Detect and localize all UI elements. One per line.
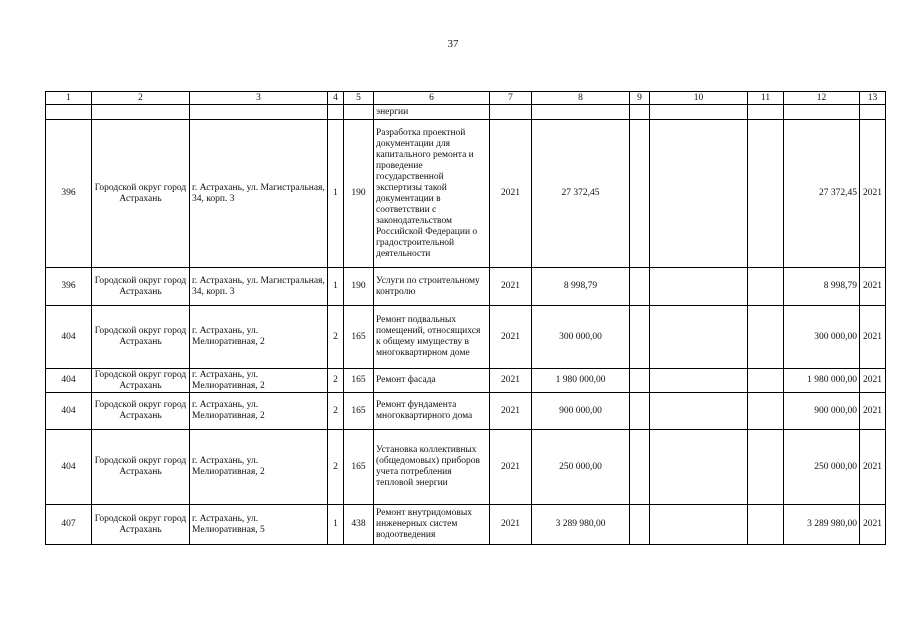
municipality-cell: Городской округ город Астрахань bbox=[92, 369, 190, 393]
table-row bbox=[46, 430, 886, 505]
municipality-cell: Городской округ город Астрахань bbox=[92, 505, 190, 545]
amount-cell: 3 289 980,00 bbox=[532, 505, 630, 545]
col10-cell bbox=[650, 306, 748, 369]
header-cell: 8 bbox=[532, 92, 630, 105]
col5-cell: 165 bbox=[344, 369, 374, 393]
row-number: 404 bbox=[46, 369, 92, 393]
total-cell: 900 000,00 bbox=[784, 393, 860, 430]
col5-cell: 165 bbox=[344, 306, 374, 369]
address-cell: г. Астрахань, ул. Мелиоративная, 5 bbox=[190, 505, 328, 545]
page-number: 37 bbox=[447, 38, 459, 50]
row-number: 407 bbox=[46, 505, 92, 545]
col5-cell: 165 bbox=[344, 393, 374, 430]
col10-cell bbox=[650, 430, 748, 505]
table-row bbox=[46, 306, 886, 369]
header-cell: 6 bbox=[374, 92, 490, 105]
year-end-cell: 2021 bbox=[860, 393, 886, 430]
col4-cell: 2 bbox=[328, 430, 344, 505]
work-type-cell: Услуги по строительному контролю bbox=[374, 268, 490, 306]
year-cell: 2021 bbox=[490, 306, 532, 369]
table-row bbox=[46, 393, 886, 430]
year-cell: 2021 bbox=[490, 268, 532, 306]
table-row bbox=[46, 268, 886, 306]
col10-cell bbox=[650, 505, 748, 545]
amount-cell: 8 998,79 bbox=[532, 268, 630, 306]
address-cell: г. Астрахань, ул. Мелиоративная, 2 bbox=[190, 393, 328, 430]
amount-cell: 300 000,00 bbox=[532, 306, 630, 369]
row-number: 404 bbox=[46, 430, 92, 505]
continuation-text: энергии bbox=[374, 105, 490, 120]
empty-cell bbox=[328, 105, 344, 120]
year-end-cell: 2021 bbox=[860, 120, 886, 268]
amount-cell: 1 980 000,00 bbox=[532, 369, 630, 393]
col10-cell bbox=[650, 369, 748, 393]
empty-cell bbox=[650, 105, 748, 120]
continuation-row bbox=[46, 105, 886, 120]
col4-cell: 2 bbox=[328, 369, 344, 393]
col10-cell bbox=[650, 120, 748, 268]
col4-cell: 2 bbox=[328, 393, 344, 430]
year-cell: 2021 bbox=[490, 393, 532, 430]
empty-cell bbox=[748, 105, 784, 120]
empty-cell bbox=[190, 105, 328, 120]
work-type-cell: Ремонт фундамента многоквартирного дома bbox=[374, 393, 490, 430]
total-cell: 1 980 000,00 bbox=[784, 369, 860, 393]
col10-cell bbox=[650, 393, 748, 430]
empty-cell bbox=[630, 105, 650, 120]
col9-cell bbox=[630, 430, 650, 505]
table-row bbox=[46, 120, 886, 268]
header-cell: 9 bbox=[630, 92, 650, 105]
col5-cell: 438 bbox=[344, 505, 374, 545]
year-cell: 2021 bbox=[490, 430, 532, 505]
col4-cell: 2 bbox=[328, 306, 344, 369]
empty-cell bbox=[92, 105, 190, 120]
work-type-cell: Ремонт подвальных помещений, относящихся к общему имуществу в многоквартирном доме bbox=[374, 306, 490, 369]
header-cell: 13 bbox=[860, 92, 886, 105]
address-cell: г. Астрахань, ул. Магистральная, 34, корп. 3 bbox=[190, 120, 328, 268]
year-end-cell: 2021 bbox=[860, 306, 886, 369]
total-cell: 300 000,00 bbox=[784, 306, 860, 369]
header-cell: 7 bbox=[490, 92, 532, 105]
col11-cell bbox=[748, 393, 784, 430]
amount-cell: 27 372,45 bbox=[532, 120, 630, 268]
col9-cell bbox=[630, 268, 650, 306]
year-end-cell: 2021 bbox=[860, 369, 886, 393]
empty-cell bbox=[860, 105, 886, 120]
col11-cell bbox=[748, 306, 784, 369]
empty-cell bbox=[490, 105, 532, 120]
total-cell: 27 372,45 bbox=[784, 120, 860, 268]
col5-cell: 190 bbox=[344, 268, 374, 306]
col9-cell bbox=[630, 505, 650, 545]
col9-cell bbox=[630, 306, 650, 369]
year-cell: 2021 bbox=[490, 120, 532, 268]
col4-cell: 1 bbox=[328, 505, 344, 545]
municipality-cell: Городской округ город Астрахань bbox=[92, 430, 190, 505]
work-type-cell: Ремонт внутридомовых инженерных систем водоотведения bbox=[374, 505, 490, 545]
table-row bbox=[46, 505, 886, 545]
year-end-cell: 2021 bbox=[860, 505, 886, 545]
total-cell: 250 000,00 bbox=[784, 430, 860, 505]
row-number: 404 bbox=[46, 306, 92, 369]
address-cell: г. Астрахань, ул. Мелиоративная, 2 bbox=[190, 306, 328, 369]
header-cell: 5 bbox=[344, 92, 374, 105]
col10-cell bbox=[650, 268, 748, 306]
work-type-cell: Разработка проектной документации для капитального ремонта и проведение государственной экспертизы такой документации в соответствии с законодательством Российской Федерации о градостроительной деятельности bbox=[374, 120, 490, 268]
col11-cell bbox=[748, 369, 784, 393]
year-end-cell: 2021 bbox=[860, 430, 886, 505]
col11-cell bbox=[748, 430, 784, 505]
empty-cell bbox=[344, 105, 374, 120]
repair-program-table bbox=[45, 91, 886, 545]
amount-cell: 250 000,00 bbox=[532, 430, 630, 505]
municipality-cell: Городской округ город Астрахань bbox=[92, 268, 190, 306]
row-number: 396 bbox=[46, 268, 92, 306]
col11-cell bbox=[748, 505, 784, 545]
year-end-cell: 2021 bbox=[860, 268, 886, 306]
row-number: 404 bbox=[46, 393, 92, 430]
col11-cell bbox=[748, 268, 784, 306]
header-cell: 1 bbox=[46, 92, 92, 105]
row-number: 396 bbox=[46, 120, 92, 268]
address-cell: г. Астрахань, ул. Магистральная, 34, корп. 3 bbox=[190, 268, 328, 306]
total-cell: 3 289 980,00 bbox=[784, 505, 860, 545]
col4-cell: 1 bbox=[328, 120, 344, 268]
total-cell: 8 998,79 bbox=[784, 268, 860, 306]
table-row bbox=[46, 369, 886, 393]
col9-cell bbox=[630, 120, 650, 268]
amount-cell: 900 000,00 bbox=[532, 393, 630, 430]
address-cell: г. Астрахань, ул. Мелиоративная, 2 bbox=[190, 430, 328, 505]
header-row bbox=[46, 92, 886, 105]
header-cell: 10 bbox=[650, 92, 748, 105]
year-cell: 2021 bbox=[490, 505, 532, 545]
work-type-cell: Ремонт фасада bbox=[374, 369, 490, 393]
empty-cell bbox=[46, 105, 92, 120]
municipality-cell: Городской округ город Астрахань bbox=[92, 393, 190, 430]
col11-cell bbox=[748, 120, 784, 268]
header-cell: 2 bbox=[92, 92, 190, 105]
empty-cell bbox=[532, 105, 630, 120]
col5-cell: 190 bbox=[344, 120, 374, 268]
municipality-cell: Городской округ город Астрахань bbox=[92, 120, 190, 268]
col4-cell: 1 bbox=[328, 268, 344, 306]
col5-cell: 165 bbox=[344, 430, 374, 505]
header-cell: 11 bbox=[748, 92, 784, 105]
address-cell: г. Астрахань, ул. Мелиоративная, 2 bbox=[190, 369, 328, 393]
year-cell: 2021 bbox=[490, 369, 532, 393]
col9-cell bbox=[630, 393, 650, 430]
col9-cell bbox=[630, 369, 650, 393]
header-cell: 3 bbox=[190, 92, 328, 105]
municipality-cell: Городской округ город Астрахань bbox=[92, 306, 190, 369]
header-cell: 12 bbox=[784, 92, 860, 105]
header-cell: 4 bbox=[328, 92, 344, 105]
empty-cell bbox=[784, 105, 860, 120]
work-type-cell: Установка коллективных (общедомовых) приборов учета потребления тепловой энергии bbox=[374, 430, 490, 505]
